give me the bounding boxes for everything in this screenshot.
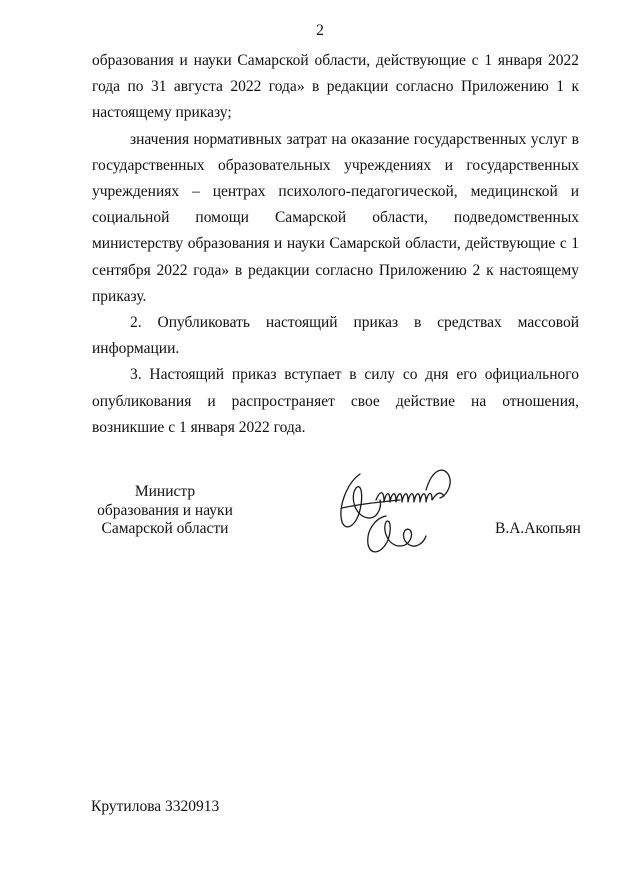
signatory-name: В.А.Акопьян: [495, 520, 581, 537]
executor-contact: Крутилова 3320913: [91, 798, 220, 815]
signatory-title-line: Министр: [134, 483, 196, 500]
signatory-title-line: образования и науки: [97, 501, 233, 519]
paragraph-normative-costs: значения нормативных затрат на оказание государственных услуг в государственных образовательных учреждениях и государственных учреждениях – центрах психолого-педагогической, медицинской и социальной помощи Самарской области, подведомственных министерству образования и науки Самарской области, действующие с 1 сентября 2022 года» в редакции согласно Приложению 2 к настоящему приказу.: [92, 130, 579, 305]
signatory-title-line: Самарской области: [101, 520, 229, 537]
handwritten-signature: [330, 460, 470, 570]
document-body: [92, 48, 579, 441]
signatory-title: [90, 483, 240, 539]
paragraph-publish: 2. Опубликовать настоящий приказ в средствах массовой информации.: [92, 314, 579, 358]
paragraph-continuation: образования и науки Самарской области, действующие с 1 января 2022 года по 31 августа 2022 года» в редакции согласно Приложению 1 к настоящему приказу;: [92, 52, 579, 122]
paragraph-effective-date: 3. Настоящий приказ вступает в силу со дня его официального опубликования и распространяет свое действие на отношения, возникшие с 1 января 2022 года.: [92, 366, 579, 436]
page-number: 2: [316, 22, 324, 39]
